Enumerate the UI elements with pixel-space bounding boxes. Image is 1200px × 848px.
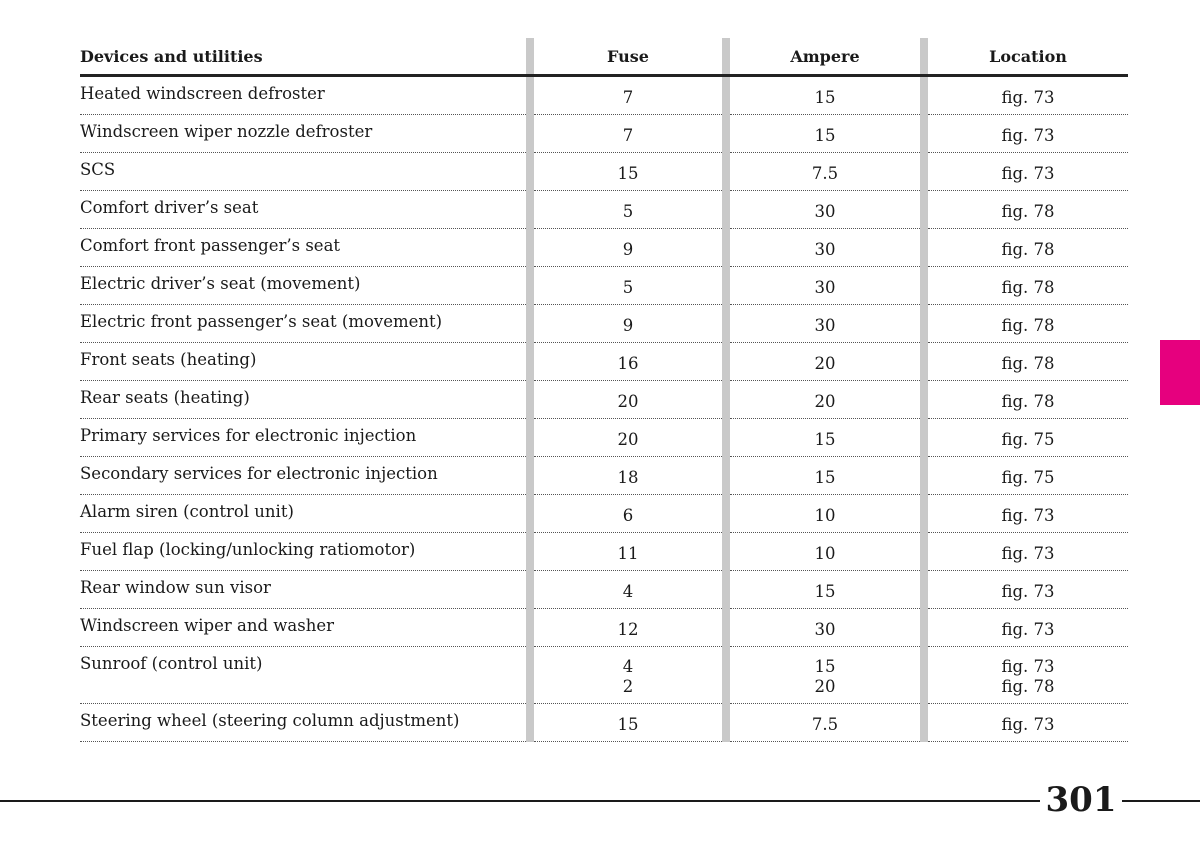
location-cell: [928, 571, 1128, 609]
location-value: fig. 78: [1001, 277, 1055, 297]
fuse-cell: [534, 457, 722, 495]
location-cell: [928, 381, 1128, 419]
ampere-cell: [730, 153, 920, 191]
column-separator: [526, 267, 534, 305]
fuse-value: 4: [622, 581, 634, 601]
column-separator: [722, 153, 730, 191]
ampere-value: 30: [814, 239, 836, 259]
location-cell: [928, 76, 1128, 115]
section-tab-marker: [1160, 340, 1200, 405]
location-value: fig. 73: [1001, 87, 1055, 107]
device-cell: Steering wheel (steering column adjustment): [80, 704, 526, 742]
table-row: [80, 305, 1128, 343]
fuse-cell: [534, 191, 722, 229]
column-separator: [920, 191, 928, 229]
column-separator: [722, 76, 730, 115]
fuse-value: 5: [622, 277, 634, 297]
fuse-cell: [534, 267, 722, 305]
ampere-cell: [730, 419, 920, 457]
column-separator: [920, 115, 928, 153]
device-cell: SCS: [80, 153, 526, 191]
column-separator: [920, 704, 928, 742]
column-separator: [526, 38, 534, 76]
device-cell: Comfort front passenger’s seat: [80, 229, 526, 267]
fuse-cell: [534, 229, 722, 267]
device-cell: Rear window sun visor: [80, 571, 526, 609]
table-row: [80, 495, 1128, 533]
device-cell: Alarm siren (control unit): [80, 495, 526, 533]
device-cell: Fuel flap (locking/unlocking ratiomotor): [80, 533, 526, 571]
device-cell: Windscreen wiper nozzle defroster: [80, 115, 526, 153]
ampere-cell: [730, 647, 920, 704]
column-separator: [526, 305, 534, 343]
column-separator: [920, 571, 928, 609]
table-row: [80, 647, 1128, 704]
table-header-row: [80, 38, 1128, 76]
location-cell: [928, 647, 1128, 704]
location-cell: [928, 495, 1128, 533]
ampere-value: 30: [814, 277, 836, 297]
column-separator: [920, 647, 928, 704]
column-separator: [920, 609, 928, 647]
column-separator: [920, 153, 928, 191]
fuse-cell: [534, 343, 722, 381]
fuse-value: 7: [622, 87, 634, 107]
location-cell: [928, 229, 1128, 267]
column-separator: [920, 267, 928, 305]
device-cell: Electric driver’s seat (movement): [80, 267, 526, 305]
table-row: [80, 533, 1128, 571]
location-cell: [928, 343, 1128, 381]
ampere-cell: [730, 229, 920, 267]
location-cell: [928, 609, 1128, 647]
table-row: [80, 115, 1128, 153]
device-cell: Comfort driver’s seat: [80, 191, 526, 229]
fuse-cell: [534, 381, 722, 419]
column-separator: [722, 305, 730, 343]
ampere-value: 15: [814, 429, 836, 449]
column-separator: [920, 381, 928, 419]
ampere-value: 30: [814, 315, 836, 335]
column-separator: [920, 495, 928, 533]
column-separator: [722, 533, 730, 571]
column-separator: [920, 419, 928, 457]
ampere-cell: [730, 343, 920, 381]
fuse-value: 12: [617, 619, 639, 639]
location-value: fig. 78: [1001, 201, 1055, 221]
column-separator: [526, 571, 534, 609]
ampere-cell: [730, 457, 920, 495]
column-separator: [722, 229, 730, 267]
ampere-value: 7.5: [811, 163, 839, 183]
header-location: Location: [928, 38, 1128, 76]
fuse-table-container: [80, 38, 1120, 742]
table-row: [80, 381, 1128, 419]
column-separator: [920, 457, 928, 495]
ampere-value: 20: [814, 391, 836, 411]
location-cell: [928, 191, 1128, 229]
fuse-cell: [534, 609, 722, 647]
column-separator: [526, 343, 534, 381]
table-row: [80, 571, 1128, 609]
ampere-cell: [730, 191, 920, 229]
column-separator: [722, 609, 730, 647]
header-ampere: Ampere: [730, 38, 920, 76]
fuse-cell: [534, 153, 722, 191]
column-separator: [920, 229, 928, 267]
ampere-value: 15: [814, 125, 836, 145]
ampere-cell: [730, 381, 920, 419]
column-separator: [722, 115, 730, 153]
fuse-value: 5: [622, 201, 634, 221]
column-separator: [920, 76, 928, 115]
location-cell: [928, 153, 1128, 191]
ampere-cell: [730, 704, 920, 742]
ampere-value: 15: [814, 87, 836, 107]
location-value: fig. 75: [1001, 429, 1055, 449]
device-cell: Electric front passenger’s seat (movement): [80, 305, 526, 343]
column-separator: [920, 343, 928, 381]
fuse-value: 20: [617, 429, 639, 449]
fuse-value: 18: [617, 467, 639, 487]
fuse-value: 15: [617, 163, 639, 183]
ampere-cell: [730, 533, 920, 571]
fuse-cell: [534, 76, 722, 115]
device-cell: Sunroof (control unit): [80, 647, 526, 704]
table-row: [80, 457, 1128, 495]
fuse-cell: [534, 495, 722, 533]
fuse-value: 16: [617, 353, 639, 373]
ampere-value: 30: [814, 201, 836, 221]
column-separator: [722, 647, 730, 704]
column-separator: [526, 229, 534, 267]
table-row: [80, 419, 1128, 457]
ampere-cell: [730, 571, 920, 609]
fuse-value: 20: [617, 391, 639, 411]
ampere-value: 30: [814, 619, 836, 639]
column-separator: [722, 343, 730, 381]
column-separator: [722, 191, 730, 229]
column-separator: [722, 495, 730, 533]
column-separator: [526, 457, 534, 495]
table-row: [80, 76, 1128, 115]
ampere-value: 20: [814, 353, 836, 373]
footer-rule-left: [0, 800, 1040, 802]
ampere-value: 10: [814, 505, 836, 525]
column-separator: [526, 533, 534, 571]
location-cell: [928, 115, 1128, 153]
location-value: fig. 78: [1001, 315, 1055, 335]
fuse-cell: [534, 704, 722, 742]
location-value: fig. 73: [1001, 543, 1055, 563]
header-fuse: Fuse: [534, 38, 722, 76]
footer-rule-right: [1122, 800, 1200, 802]
fuse-cell: [534, 305, 722, 343]
location-value: fig. 73: [1001, 163, 1055, 183]
fuse-value: 9: [622, 239, 634, 259]
column-separator: [526, 609, 534, 647]
ampere-cell: [730, 115, 920, 153]
fuse-value: 9: [622, 315, 634, 335]
fuse-value: 7: [622, 125, 634, 145]
location-value: fig. 78: [1001, 239, 1055, 259]
table-row: [80, 609, 1128, 647]
column-separator: [526, 191, 534, 229]
location-cell: [928, 305, 1128, 343]
ampere-value: 20: [814, 677, 836, 696]
column-separator: [526, 381, 534, 419]
fuse-table: [80, 38, 1128, 742]
ampere-value: 10: [814, 543, 836, 563]
ampere-value: 15: [814, 467, 836, 487]
column-separator: [920, 38, 928, 76]
column-separator: [526, 495, 534, 533]
column-separator: [722, 571, 730, 609]
fuse-cell: [534, 533, 722, 571]
device-cell: Rear seats (heating): [80, 381, 526, 419]
device-cell: Front seats (heating): [80, 343, 526, 381]
location-value: fig. 73: [1001, 581, 1055, 601]
table-row: [80, 343, 1128, 381]
column-separator: [526, 419, 534, 457]
table-body: [80, 76, 1128, 742]
location-value: fig. 78: [1001, 677, 1055, 696]
header-devices: Devices and utilities: [80, 38, 526, 76]
fuse-cell: [534, 647, 722, 704]
column-separator: [526, 704, 534, 742]
ampere-cell: [730, 495, 920, 533]
ampere-cell: [730, 267, 920, 305]
ampere-cell: [730, 76, 920, 115]
location-value: fig. 78: [1001, 353, 1055, 373]
column-separator: [526, 153, 534, 191]
device-cell: Windscreen wiper and washer: [80, 609, 526, 647]
column-separator: [526, 647, 534, 704]
ampere-value: 7.5: [811, 714, 839, 734]
column-separator: [526, 115, 534, 153]
page-number: 301: [1045, 780, 1117, 820]
fuse-value: 11: [617, 543, 639, 563]
table-row: [80, 704, 1128, 742]
fuse-value: 4: [622, 657, 634, 676]
location-cell: [928, 533, 1128, 571]
column-separator: [920, 533, 928, 571]
fuse-value: 15: [617, 714, 639, 734]
location-value: fig. 73: [1001, 505, 1055, 525]
ampere-cell: [730, 609, 920, 647]
column-separator: [722, 704, 730, 742]
column-separator: [722, 419, 730, 457]
location-value: fig. 73: [1001, 714, 1055, 734]
device-cell: Secondary services for electronic injection: [80, 457, 526, 495]
table-row: [80, 191, 1128, 229]
table-row: [80, 229, 1128, 267]
column-separator: [722, 381, 730, 419]
location-cell: [928, 457, 1128, 495]
fuse-cell: [534, 571, 722, 609]
ampere-value: 15: [814, 581, 836, 601]
fuse-value: 2: [622, 677, 634, 696]
column-separator: [920, 305, 928, 343]
column-separator: [722, 38, 730, 76]
column-separator: [722, 267, 730, 305]
device-cell: Primary services for electronic injection: [80, 419, 526, 457]
location-value: fig. 73: [1001, 125, 1055, 145]
ampere-cell: [730, 305, 920, 343]
fuse-value: 6: [622, 505, 634, 525]
location-value: fig. 78: [1001, 391, 1055, 411]
table-row: [80, 267, 1128, 305]
location-cell: [928, 419, 1128, 457]
location-value: fig. 73: [1001, 657, 1055, 676]
location-cell: [928, 267, 1128, 305]
ampere-value: 15: [814, 657, 836, 676]
fuse-cell: [534, 419, 722, 457]
table-row: [80, 153, 1128, 191]
fuse-cell: [534, 115, 722, 153]
location-cell: [928, 704, 1128, 742]
location-value: fig. 75: [1001, 467, 1055, 487]
column-separator: [526, 76, 534, 115]
location-value: fig. 73: [1001, 619, 1055, 639]
device-cell: Heated windscreen defroster: [80, 76, 526, 115]
column-separator: [722, 457, 730, 495]
